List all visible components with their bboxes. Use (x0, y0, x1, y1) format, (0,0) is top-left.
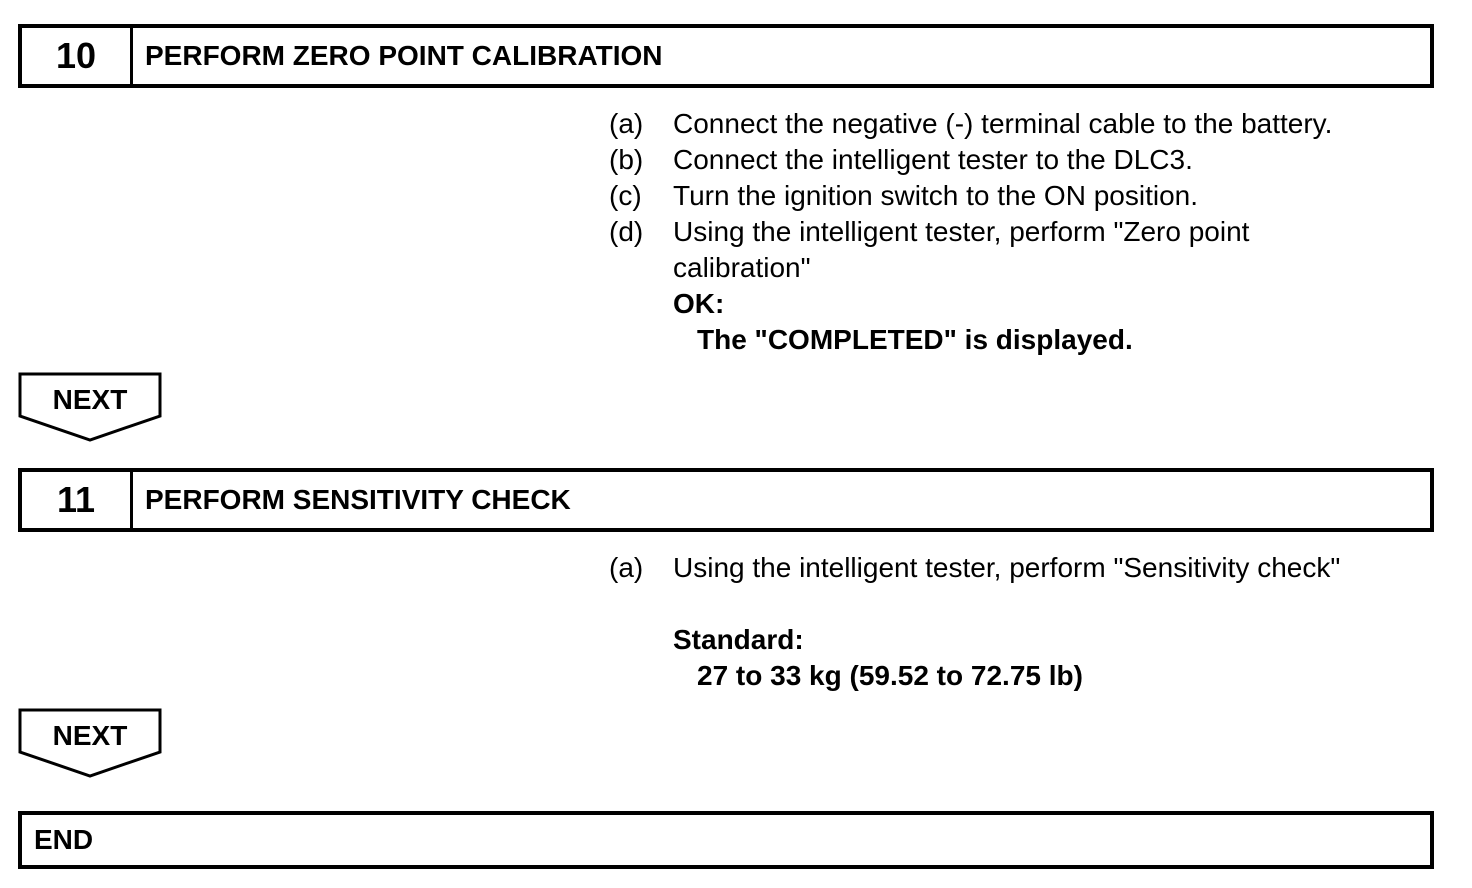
item-text: Using the intelligent tester, perform "Zero point (673, 216, 1250, 247)
end-label: END (34, 824, 94, 855)
item-text: Using the intelligent tester, perform "Sensitivity check" (673, 552, 1341, 583)
procedure-item (609, 214, 1332, 250)
item-continuation: calibration" (673, 252, 811, 283)
step-title: PERFORM SENSITIVITY CHECK (145, 484, 571, 515)
step-11-header (18, 468, 1434, 532)
item-letter: (d) (609, 216, 644, 247)
item-text: Connect the intelligent tester to the DLC3. (673, 144, 1193, 175)
item-letter: (b) (609, 144, 644, 175)
result-label: OK: (673, 288, 725, 319)
item-letter: (c) (609, 180, 642, 211)
step-11-result (609, 622, 1083, 694)
item-letter: (a) (609, 552, 644, 583)
step-number: 11 (22, 472, 133, 528)
step-number: 10 (22, 28, 133, 84)
step-10-procedure (609, 106, 1332, 358)
next-button[interactable] (18, 372, 164, 444)
end-box (18, 811, 1434, 869)
result-value: 27 to 33 kg (59.52 to 72.75 lb) (697, 660, 1083, 691)
procedure-item (609, 178, 1332, 214)
next-label: NEXT (52, 384, 128, 415)
item-letter: (a) (609, 108, 644, 139)
item-text: Connect the negative (-) terminal cable to the battery. (673, 108, 1333, 139)
procedure-item (609, 550, 1340, 586)
item-text: Turn the ignition switch to the ON position. (673, 180, 1198, 211)
procedure-item (609, 106, 1332, 142)
next-label: NEXT (52, 720, 128, 751)
result-value: The "COMPLETED" is displayed. (697, 324, 1133, 355)
step-title: PERFORM ZERO POINT CALIBRATION (145, 40, 663, 71)
step-11-procedure (609, 550, 1340, 586)
procedure-item (609, 142, 1332, 178)
step-10-header (18, 24, 1434, 88)
next-button[interactable] (18, 708, 164, 780)
result-label: Standard: (673, 624, 804, 655)
